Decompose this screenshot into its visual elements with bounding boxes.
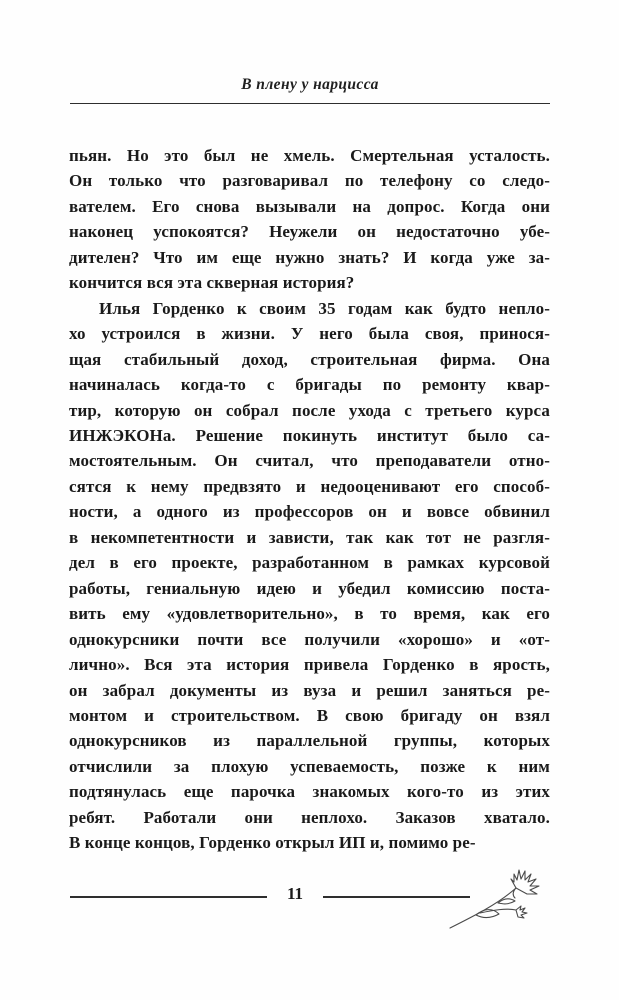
- text-line: лично». Вся эта история привела Горденко в ярость,: [69, 655, 550, 675]
- text-line: щая стабильный доход, строительная фирма. Она: [69, 349, 550, 369]
- text-line: в некомпетентности и зависти, так как тот не разгля-: [69, 527, 550, 547]
- text-line: тир, которую он собрал после ухода с третьего курса: [69, 400, 550, 420]
- text-line: однокурсники почти все получили «хорошо» и «от-: [69, 629, 550, 649]
- text-line: пьян. Но это был не хмель. Смертельная усталость.: [69, 146, 550, 165]
- text-line: отчислили за плохую успеваемость, позже к ним: [69, 756, 550, 776]
- text-line: Он только что разговаривал по телефону со следо-: [69, 171, 550, 191]
- text-line: подтянулась еще парочка знакомых кого-то из этих: [69, 782, 550, 802]
- text-line: ности, а одного из профессоров он и вовсе обвинил: [69, 502, 550, 522]
- text-line: сятся к нему предвзято и недооценивают его способ-: [69, 476, 550, 496]
- header-rule: [70, 103, 550, 104]
- footer-rule-left: [70, 896, 267, 898]
- page-number: 11: [286, 884, 304, 903]
- text-line: начиналась когда-то с бригады по ремонту квар-: [69, 375, 550, 395]
- text-line: кончится вся эта скверная история?: [69, 273, 355, 293]
- text-line: ИНЖЭКОНа. Решение покинуть институт было са-: [69, 425, 550, 445]
- text-line: хо устроился в жизни. У него была своя, принося-: [69, 324, 550, 344]
- text-line: он забрал документы из вуза и решил заняться ре-: [69, 680, 550, 700]
- text-line: Илья Горденко к своим 35 годам как будто непло-: [99, 298, 550, 318]
- text-line: однокурсников из параллельной группы, которых: [69, 731, 550, 751]
- text-line: работы, гениальную идею и убедил комиссию поста-: [69, 578, 550, 598]
- flower-illustration-icon: [446, 858, 550, 932]
- text-line: ребят. Работали они неплохо. Заказов хватало.: [69, 807, 550, 827]
- text-line: вить ему «удовлетворительно», в то время, как его: [69, 604, 550, 624]
- running-head-title: В плену у нарцисса: [241, 76, 379, 93]
- text-line: дел в его проекте, разработанном в рамках курсовой: [69, 553, 550, 573]
- text-line: мостоятельным. Он считал, что преподаватели отно-: [69, 451, 550, 471]
- text-line: монтом и строительством. В свою бригаду он взял: [69, 705, 550, 725]
- text-line: дителен? Что им еще нужно знать? И когда уже за-: [69, 247, 550, 267]
- body-text: [69, 143, 550, 856]
- text-line: наконец успокоятся? Неужели он недостаточно убе-: [69, 222, 550, 242]
- text-line: вателем. Его снова вызывали на допрос. Когда они: [69, 196, 550, 216]
- text-line: В конце концов, Горденко открыл ИП и, помимо ре-: [69, 833, 476, 853]
